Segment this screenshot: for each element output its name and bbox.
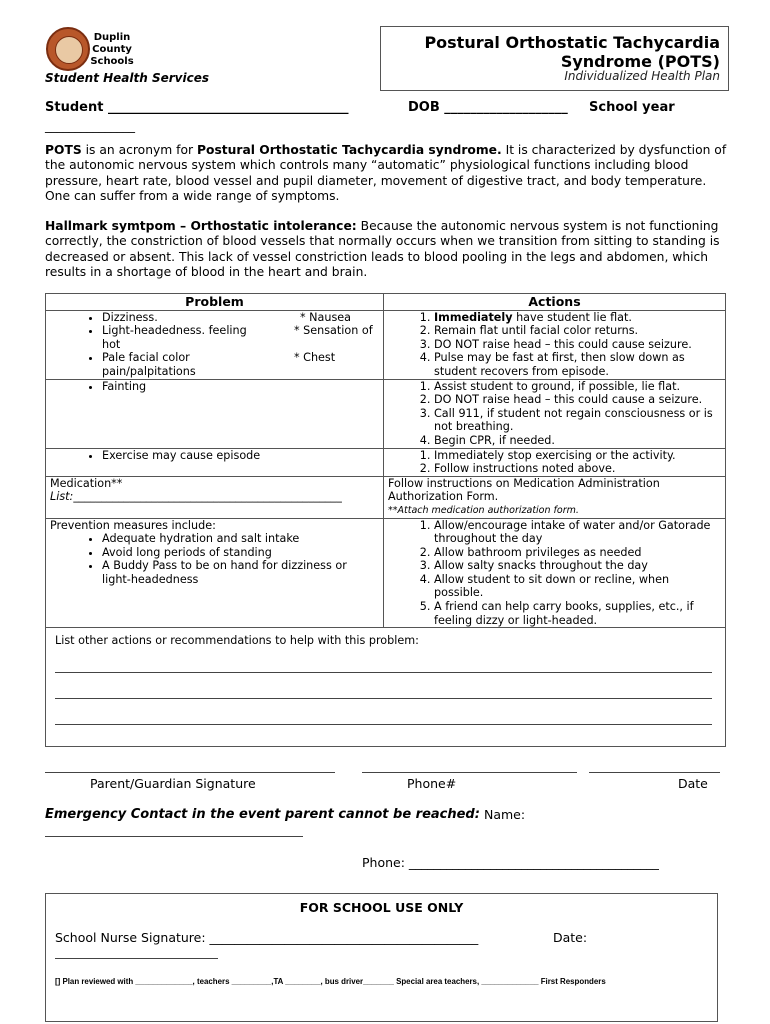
medication-cell: Medication** List:________________________________________________	[46, 476, 384, 518]
emergency-name-line[interactable]	[45, 836, 303, 837]
problem-actions-table	[45, 293, 726, 747]
medication-action-cell: Follow instructions on Medication Administration Authorization Form. **Attach medication authorization form.	[384, 476, 726, 518]
dob-field[interactable]: DOB ___________________	[408, 100, 568, 115]
list-item: 3. DO NOT raise head – this could cause seizure.	[434, 338, 721, 352]
list-item: • Light-headedness. feeling hot	[102, 324, 252, 351]
other-actions-line[interactable]	[55, 698, 712, 699]
prevention-cell: Prevention measures include: • Adequate hydration and salt intake • Avoid long periods of standing • A Buddy Pass to be on hand for dizziness or light-headedness	[46, 518, 384, 628]
problem-cell	[46, 310, 384, 379]
other-actions-line[interactable]	[55, 724, 712, 725]
list-item: • A Buddy Pass to be on hand for dizziness or light-headedness	[102, 559, 379, 586]
problem-cell	[46, 379, 384, 448]
nurse-signature-field[interactable]: School Nurse Signature: ___________________________________________	[55, 930, 479, 945]
list-item: 3. Call 911, if student not regain consciousness or is not breathing.	[434, 407, 721, 434]
list-item: 2. DO NOT raise head – this could cause a seizure.	[434, 393, 721, 407]
school-use-title: FOR SCHOOL USE ONLY	[299, 900, 464, 915]
emergency-phone-field[interactable]: Phone: ________________________________________	[362, 855, 659, 870]
school-year-field[interactable]: _______________	[45, 119, 135, 133]
table-row	[46, 476, 726, 518]
school-year-label: School year	[589, 100, 675, 115]
list-item: 1. Allow/encourage intake of water and/or Gatorade throughout the day	[434, 519, 721, 546]
title-box	[380, 26, 729, 91]
table-row	[46, 448, 726, 476]
intro-paragraph: POTS is an acronym for Postural Orthostatic Tachycardia syndrome. It is characterized by dysfunction of the autonomic nervous system which controls many “automatic” physiological functions including blood pressure, heart rate, blood vessel and pupil diameter, movement of digestive tract, and body temperature. One can suffer from a wide range of symptoms.	[45, 143, 727, 203]
list-item: 1. Immediately stop exercising or the activity.	[434, 449, 721, 463]
parent-signature-line[interactable]	[45, 772, 335, 773]
side-symptoms: * Nausea * Sensation of * Chest	[294, 310, 373, 365]
prevention-actions-cell	[384, 518, 726, 628]
nurse-signature-line[interactable]	[55, 958, 218, 959]
actions-header: Actions	[384, 294, 726, 311]
problem-header: Problem	[46, 294, 384, 311]
list-item: • Exercise may cause episode	[102, 449, 379, 463]
table-row	[46, 628, 726, 747]
list-item: 3. Allow salty snacks throughout the day	[434, 559, 721, 573]
plan-review-line[interactable]: [] Plan reviewed with _____________, teachers _________,TA ________, bus driver_______ Special area teachers, _____________ First Responders	[55, 976, 606, 986]
list-item: • Dizziness.	[102, 311, 252, 325]
phone-line[interactable]	[362, 772, 577, 773]
table-row	[46, 310, 726, 379]
other-actions-cell[interactable]: List other actions or recommendations to help with this problem:	[46, 628, 726, 747]
list-item: 4. Pulse may be fast at first, then slow down as student recovers from episode.	[434, 351, 721, 378]
list-item: 2. Remain flat until facial color returns.	[434, 324, 721, 338]
emergency-contact-label: Emergency Contact in the event parent cannot be reached:	[45, 807, 480, 822]
department-name: Student Health Services	[45, 71, 209, 85]
actions-cell	[384, 448, 726, 476]
phone-label: Phone#	[407, 776, 457, 791]
emergency-name-label: Name:	[484, 807, 526, 822]
document-title: Postural Orthostatic Tachycardia Syndrome (POTS)	[424, 33, 720, 71]
list-item: 1. Assist student to ground, if possible, lie flat.	[434, 380, 721, 394]
medication-list-field[interactable]: List:________________________________________________	[50, 490, 342, 504]
date-line[interactable]	[589, 772, 720, 773]
district-logo	[46, 27, 90, 71]
school-use-box	[45, 893, 718, 1022]
actions-cell	[384, 310, 726, 379]
hallmark-paragraph: Hallmark symtpom – Orthostatic intolerance: Because the autonomic nervous system is not functioning correctly, the constriction of blood vessels that normally occurs when we transition from sitting to standing is decreased or absent. This lack of vessel constriction leads to blood pooling in the legs and abdomen, which results in a shortage of blood in the heart and brain.	[45, 219, 720, 279]
school-date-label: Date:	[553, 930, 588, 945]
student-field[interactable]: Student _____________________________________	[45, 100, 349, 115]
list-item: 2. Allow bathroom privileges as needed	[434, 546, 721, 560]
table-row	[46, 379, 726, 448]
list-item: 4. Begin CPR, if needed.	[434, 434, 721, 448]
list-item: 4. Allow student to sit down or recline, when possible.	[434, 573, 721, 600]
district-name: Duplin County Schools	[90, 32, 134, 67]
list-item: 1. Immediately have student lie flat.	[434, 311, 721, 325]
problem-cell	[46, 448, 384, 476]
list-item: • Adequate hydration and salt intake	[102, 532, 379, 546]
actions-cell	[384, 379, 726, 448]
date-label: Date	[678, 776, 708, 791]
list-item: • Pale facial color pain/palpitations	[102, 351, 252, 378]
document-subtitle: Individualized Health Plan	[564, 69, 720, 83]
list-item: 5. A friend can help carry books, supplies, etc., if feeling dizzy or light-headed.	[434, 600, 721, 627]
parent-signature-label: Parent/Guardian Signature	[90, 776, 256, 791]
other-actions-line[interactable]	[55, 672, 712, 673]
table-row	[46, 518, 726, 628]
list-item: 2. Follow instructions noted above.	[434, 462, 721, 476]
list-item: • Avoid long periods of standing	[102, 546, 379, 560]
list-item: • Fainting	[102, 380, 379, 394]
